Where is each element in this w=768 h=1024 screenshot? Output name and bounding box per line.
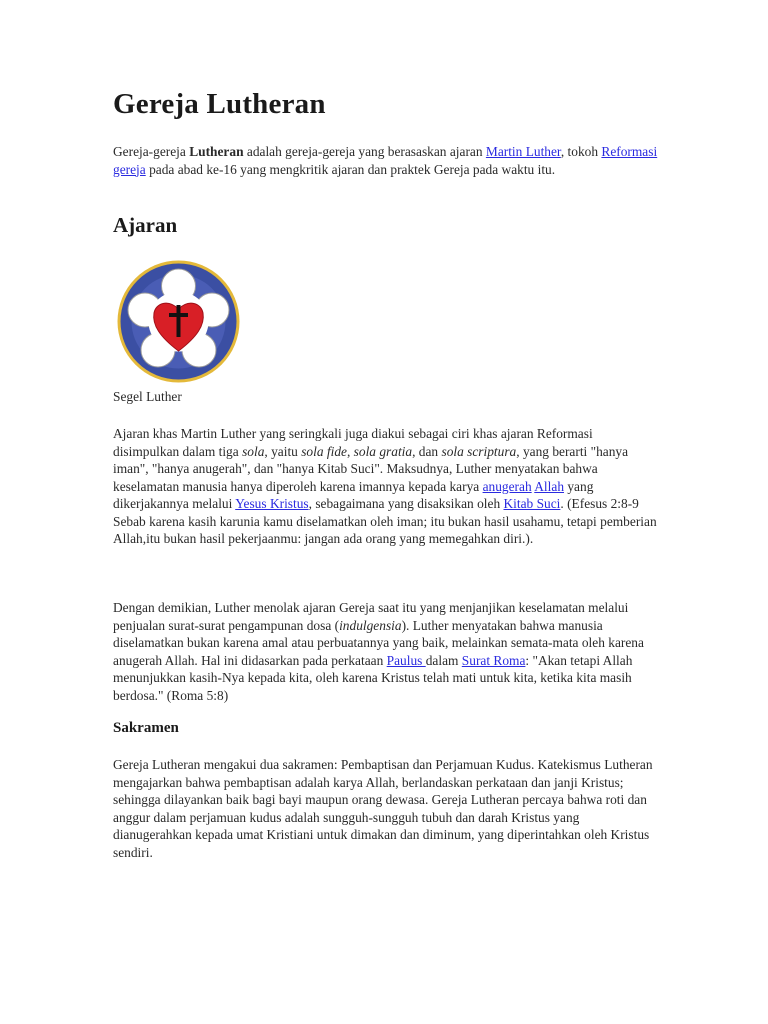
link-anugerah[interactable]: anugerah [482, 478, 532, 494]
intro-paragraph [113, 143, 658, 178]
link-reformasi-gereja[interactable]: Reformasi gereja [113, 144, 658, 177]
p1-text-2: , yaitu [264, 443, 302, 459]
link-yesus-kristus[interactable]: Yesus Kristus [235, 496, 309, 511]
p1-text-7: yang dikerjakannya melalui [113, 478, 594, 511]
p1-text-5: , yang berarti "hanya iman", "hanya anugerah", dan "hanya Kitab Suci". Maksudnya, Luther menyatakan bahwa keselamatan manusia hanya diperoleh karena imannya kepada karya [113, 443, 629, 494]
intro-text-4: pada abad ke-16 yang mengkritik ajaran dan praktek Gereja pada waktu itu. [145, 161, 556, 177]
p1-text-9: . (Efesus 2:8-9 Sebab karena kasih karunia kamu diselamatkan oleh iman; itu bukan hasil usahamu, tetapi pemberian Allah,itu bukan hasil pekerjaanmu: jangan ada orang yang memegahkan diri.). [113, 496, 657, 546]
p1-italic-sola-gratia: sola gratia [353, 443, 413, 459]
p1-text-1: Ajaran khas Martin Luther yang seringkali juga diakui sebagai ciri khas ajaran Reformasi disimpulkan dalam tiga [113, 426, 593, 459]
p2-italic-indulgensia: indulgensia [339, 617, 402, 633]
p1-italic-sola-scriptura: sola scriptura [441, 443, 517, 459]
link-paulus[interactable]: Paulus [386, 652, 426, 668]
luther-rose-seal-icon [116, 259, 241, 384]
intro-bold-lutheran: Lutheran [189, 144, 244, 159]
ajaran-paragraph-1 [113, 425, 658, 548]
p1-text-3: , [346, 443, 354, 459]
link-kitab-suci[interactable]: Kitab Suci [503, 496, 561, 511]
p1-italic-sola-fide: sola fide [301, 443, 347, 459]
link-surat-roma[interactable]: Surat Roma [461, 652, 526, 668]
seal-caption: Segel Luther [113, 389, 182, 404]
link-martin-luther[interactable]: Martin Luther [485, 144, 561, 159]
p2-text-2: ). Luther menyatakan bahwa manusia diselamatkan bukan karena amal atau perbuatannya yang baik, melainkan semata-mata oleh karena anugerah Allah. Hal ini didasarkan pada perkataan [113, 617, 644, 668]
intro-text-1: Gereja-gereja [113, 144, 190, 159]
p2-text-1: Dengan demikian, Luther menolak ajaran Gereja saat itu yang menjanjikan keselamatan melalui penjualan surat-surat pengampunan dosa ( [113, 600, 629, 633]
sakramen-paragraph: Gereja Lutheran mengakui dua sakramen: Pembaptisan dan Perjamuan Kudus. Katekismus Lutheran mengajarkan bahwa pembaptisan adalah karya Allah, berlandaskan perkataan dan janji Kristus; sehingga dilayankan baik bagi bayi maupun orang dewasa. Gereja Lutheran percaya bahwa roti dan anggur dalam perjamuan kudus adalah sungguh-sungguh tubuh dan darah Kristus yang dianugerahkan kepada umat Kristiani untuk dimakan dan diminum, yang diperintahkan oleh Kristus sendiri. [113, 757, 653, 860]
section-heading-ajaran: Ajaran [113, 213, 178, 237]
p2-text-3: dalam [425, 652, 462, 668]
section-heading-sakramen: Sakramen [113, 720, 179, 736]
ajaran-paragraph-2 [113, 599, 658, 704]
p1-text-8: , sebagaimana yang disaksikan oleh [308, 496, 504, 511]
intro-text-3: , tokoh [560, 144, 602, 159]
page-title: Gereja Lutheran [113, 88, 326, 120]
p1-text-4: , dan [412, 443, 442, 459]
link-allah[interactable]: Allah [534, 478, 565, 494]
intro-text-2: adalah gereja-gereja yang berasaskan ajaran [243, 144, 486, 159]
p2-text-4: : "Akan tetapi Allah menunjukkan kasih-Nya kepada kita, oleh karena Kristus telah mati untuk kita, ketika kita masih berdosa." (Roma 5:8) [113, 652, 633, 703]
p1-italic-sola: sola [242, 443, 265, 459]
